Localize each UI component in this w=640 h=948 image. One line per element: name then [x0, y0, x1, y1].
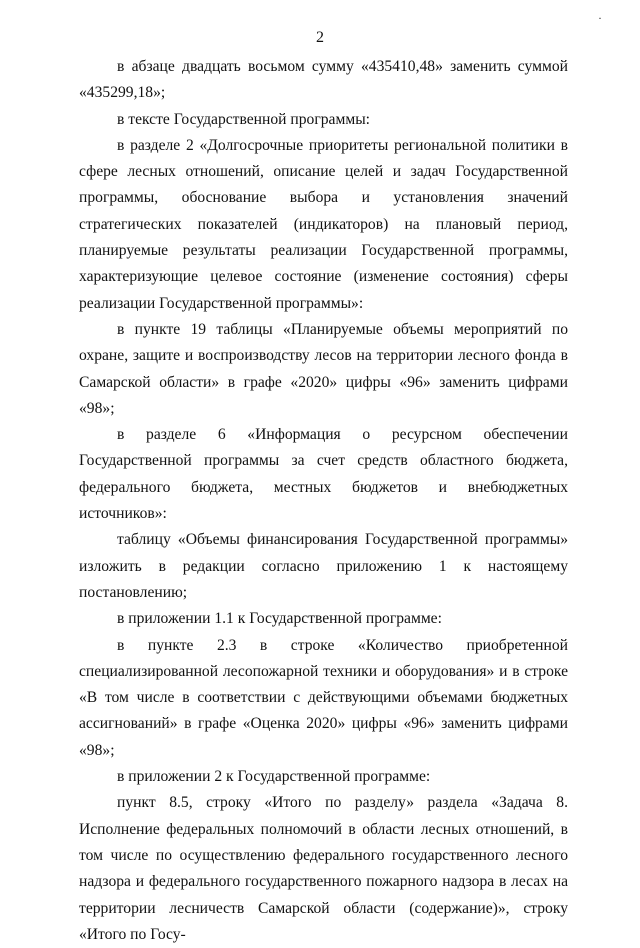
paragraph: в тексте Государственной программы:	[117, 110, 371, 128]
paragraph: таблицу «Объемы финансирования Государственной программы» изложить в редакции согласно приложению 1 к настоящему постановлению;	[79, 531, 568, 601]
paragraph: в пункте 19 таблицы «Планируемые объемы мероприятий по охране, защите и воспроизводству лесов на территории лесного фонда в Самарской области» в графе «2020» цифры «96» заменить цифрами «98»;	[79, 320, 568, 417]
corner-mark: ·	[598, 11, 602, 25]
paragraph: в приложении 2 к Государственной программе:	[117, 768, 431, 786]
document-body	[79, 54, 568, 948]
paragraph: в приложении 1.1 к Государственной программе:	[117, 610, 442, 628]
paragraph: в разделе 2 «Долгосрочные приоритеты региональной политики в сфере лесных отношений, описание целей и задач Государственной программы, обоснование выбора и установления значений стратегических показателей (индикаторов) на плановый период, планируемые результаты реализации Государственной программы, характеризующие целевое состояние (изменение состояния) сферы реализации Государственной программы»:	[79, 136, 568, 312]
paragraph: пункт 8.5, строку «Итого по разделу» раздела «Задача 8. Исполнение федеральных полномочий в области лесных отношений, в том числе по осуществлению федерального государственного лесного надзора и федерального государственного пожарного надзора в лесах на территории лесничеств Самарской области (содержание)», строку «Итого по Госу-	[79, 794, 568, 943]
paragraph: в абзаце двадцать восьмом сумму «435410,48» заменить суммой «435299,18»;	[79, 58, 568, 102]
paragraph: в разделе 6 «Информация о ресурсном обеспечении Государственной программы за счет средств областного бюджета, федерального бюджета, местных бюджетов и внебюджетных источников»:	[79, 426, 568, 523]
paragraph: в пункте 2.3 в строке «Количество приобретенной специализированной лесопожарной техники и оборудования» и в строке «В том числе в соответствии с действующими объемами бюджетных ассигнований» в графе «Оценка 2020» цифры «96» заменить цифрами «98»;	[79, 636, 568, 759]
page-number: 2	[316, 29, 324, 46]
